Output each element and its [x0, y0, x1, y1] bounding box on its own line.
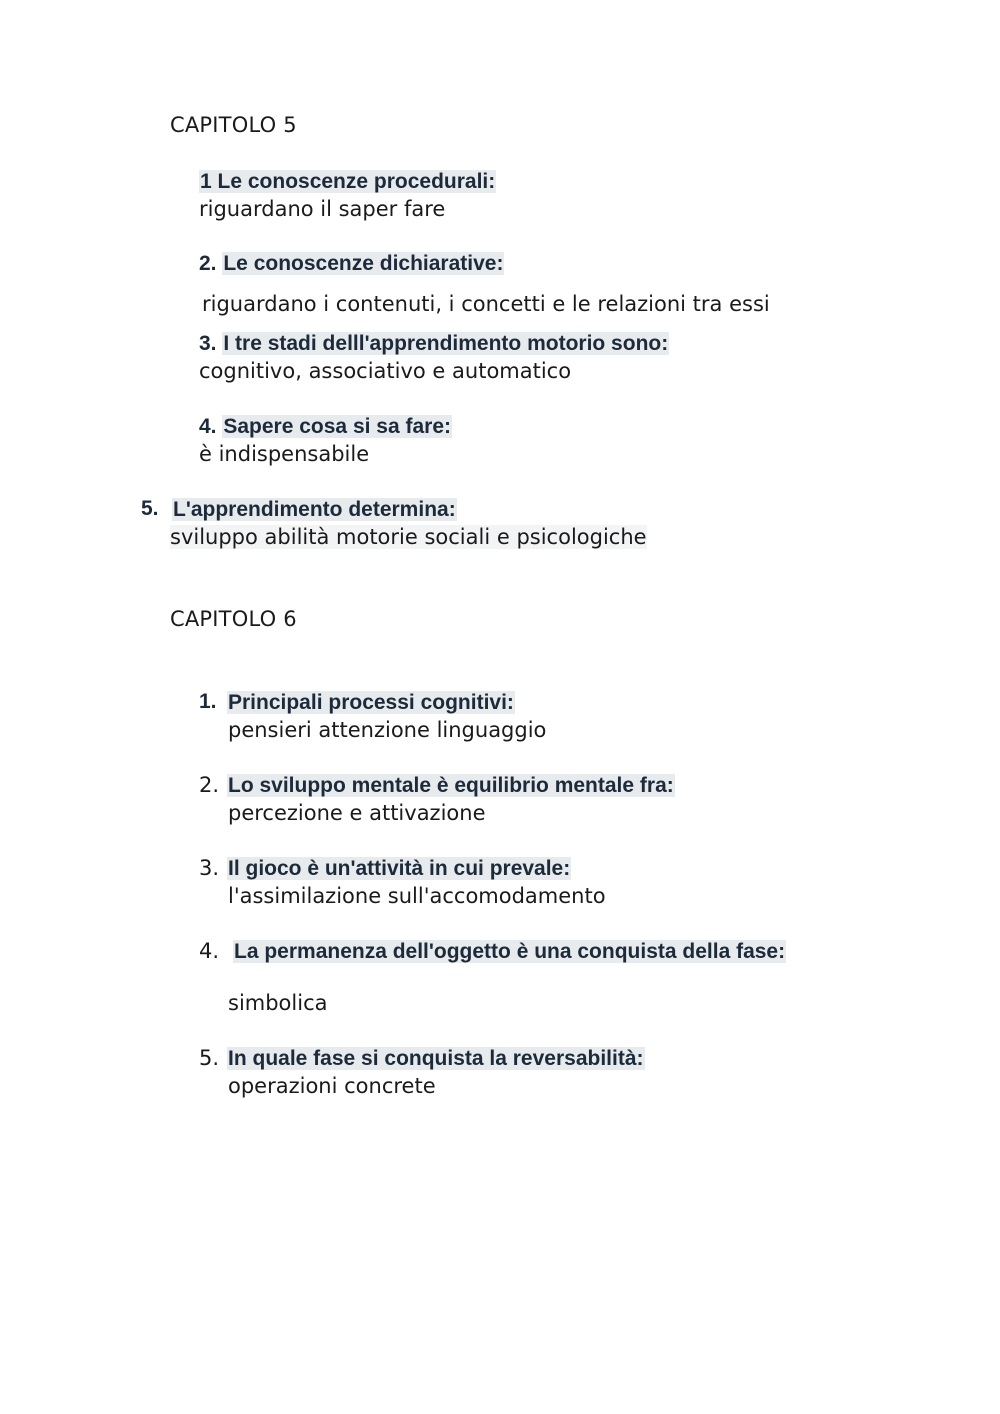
- ch6-question-4-number: 4.: [199, 939, 220, 963]
- ch6-question-1-label: Principali processi cognitivi:: [228, 691, 514, 714]
- ch6-question-3: [227, 856, 571, 882]
- ch5-answer-5-text: sviluppo abilità motorie sociali e psicologiche: [170, 525, 647, 549]
- ch6-question-2: [227, 773, 675, 799]
- chapter-6-title: CAPITOLO 6: [170, 607, 297, 631]
- ch6-answer-2: percezione e attivazione: [228, 801, 486, 825]
- ch6-question-5: [227, 1046, 645, 1072]
- ch6-answer-5: operazioni concrete: [228, 1074, 436, 1098]
- ch6-question-1-number: 1.: [199, 690, 217, 713]
- ch5-question-3-number: 3.: [199, 332, 217, 355]
- ch6-question-1: [227, 690, 515, 716]
- ch6-question-2-number: 2.: [199, 773, 220, 797]
- ch5-answer-4: è indispensabile: [199, 442, 370, 466]
- ch5-question-4-number: 4.: [199, 415, 217, 438]
- ch6-answer-4: simbolica: [228, 991, 328, 1015]
- ch5-answer-2: riguardano i contenuti, i concetti e le relazioni tra essi: [202, 292, 770, 316]
- ch5-answer-1: riguardano il saper fare: [199, 197, 446, 221]
- ch5-question-3: [199, 331, 669, 357]
- ch5-question-5-label: L'apprendimento determina:: [173, 498, 456, 521]
- ch5-question-2-number: 2.: [199, 252, 217, 275]
- ch6-question-4: [233, 939, 786, 965]
- chapter-5-title: CAPITOLO 5: [170, 113, 297, 137]
- ch5-question-2: [199, 251, 504, 277]
- ch6-question-3-label: Il gioco è un'attività in cui prevale:: [228, 857, 571, 880]
- ch5-question-5: [172, 497, 457, 523]
- ch5-question-2-label: Le conoscenze dichiarative:: [223, 252, 504, 275]
- ch5-answer-5: [170, 524, 647, 550]
- ch5-question-1: [199, 169, 496, 195]
- ch6-question-5-number: 5.: [199, 1046, 220, 1070]
- ch5-answer-3: cognitivo, associativo e automatico: [199, 359, 572, 383]
- ch6-answer-1: pensieri attenzione linguaggio: [228, 718, 547, 742]
- ch5-question-5-number: 5.: [141, 497, 159, 520]
- ch6-question-3-number: 3.: [199, 856, 220, 880]
- ch5-question-4-label: Sapere cosa si sa fare:: [223, 415, 451, 438]
- ch5-question-4: [199, 414, 452, 440]
- ch5-question-3-label: I tre stadi delll'apprendimento motorio sono:: [223, 332, 669, 355]
- ch5-question-1-label: 1 Le conoscenze procedurali:: [200, 170, 496, 193]
- ch6-question-4-label: La permanenza dell'oggetto è una conquista della fase:: [234, 940, 786, 963]
- ch6-answer-3: l'assimilazione sull'accomodamento: [228, 884, 606, 908]
- ch6-question-2-label: Lo sviluppo mentale è equilibrio mentale fra:: [228, 774, 674, 797]
- ch6-question-5-label: In quale fase si conquista la reversabilità:: [228, 1047, 644, 1070]
